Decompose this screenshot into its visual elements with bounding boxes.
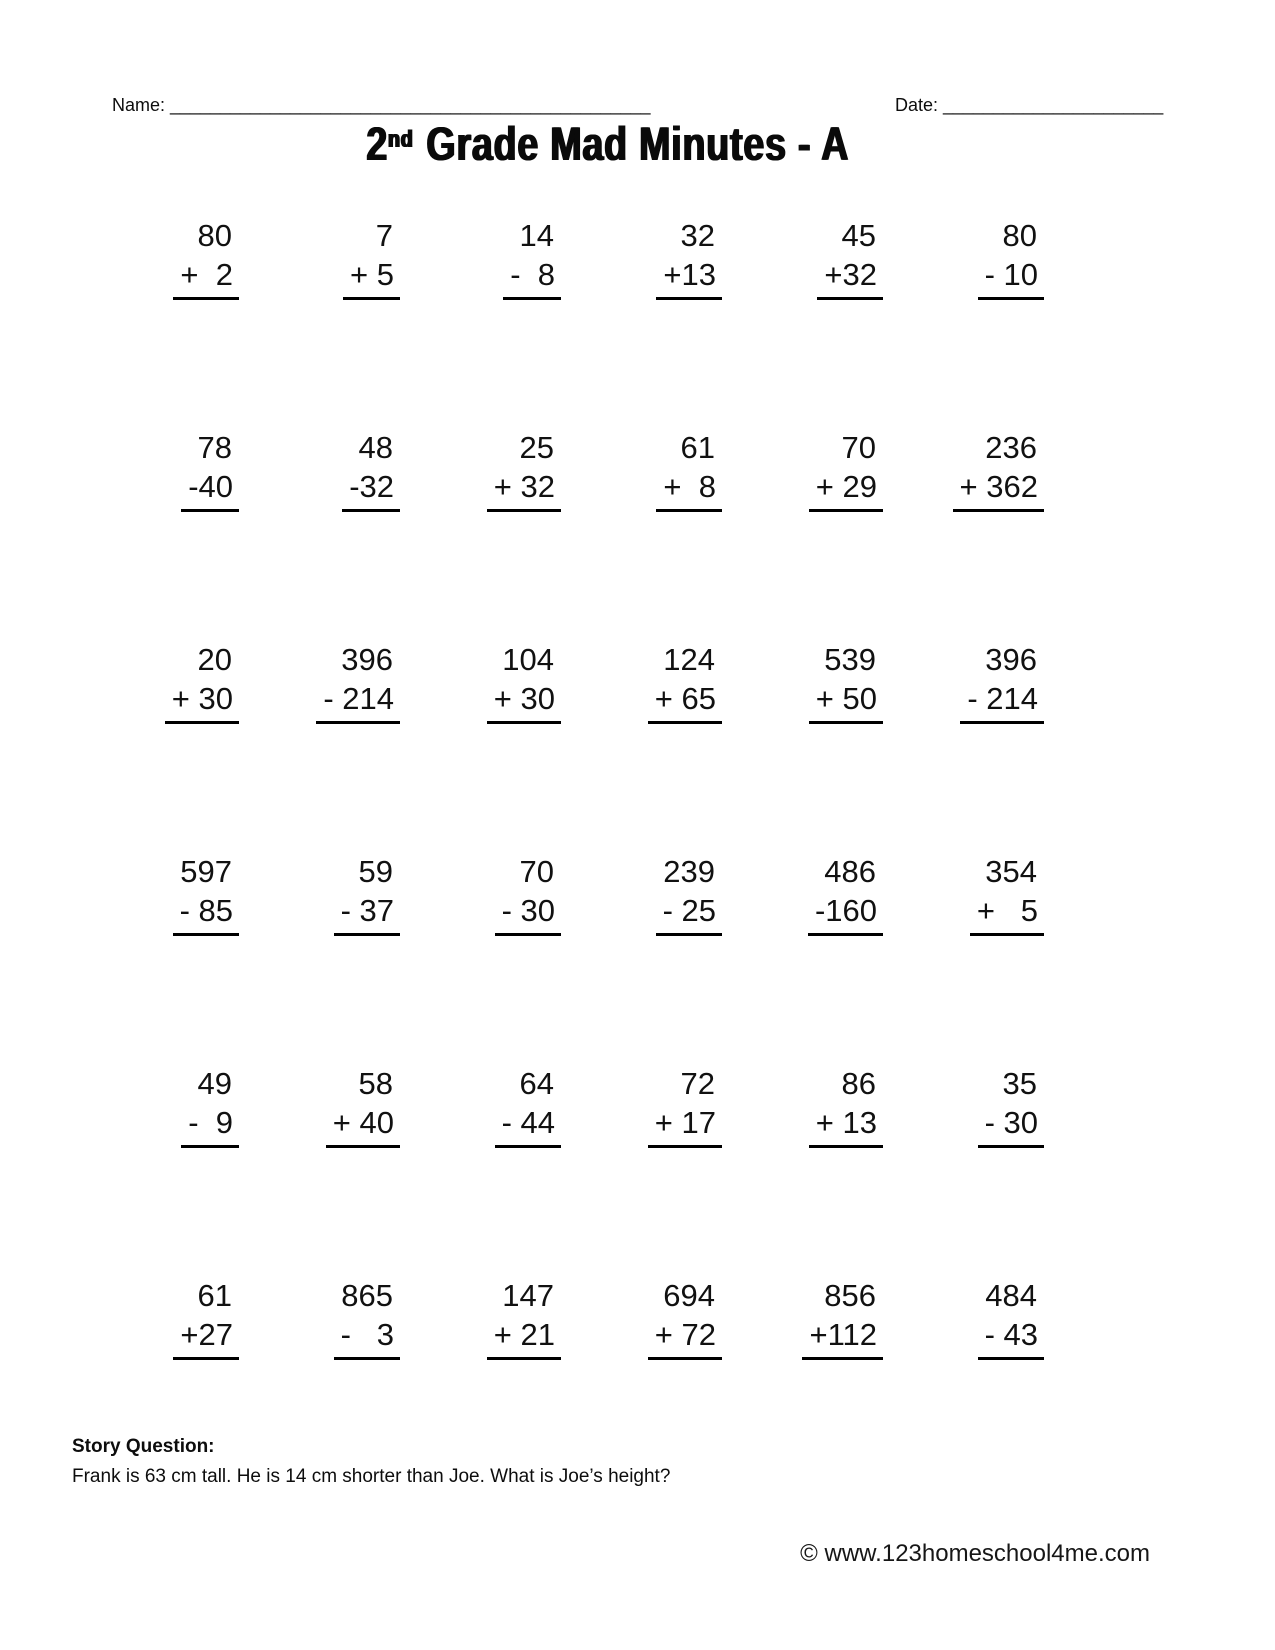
problem-operator-line: + 13	[809, 1103, 883, 1148]
math-problem	[487, 640, 554, 724]
problem-top-operand: 72	[680, 1066, 715, 1101]
problem-cell	[242, 216, 403, 428]
copyright-text: © www.123homeschool4me.com	[800, 1540, 1150, 1567]
problem-operator-line: + 50	[809, 679, 883, 724]
problem-top-operand: 354	[985, 854, 1037, 889]
problem-top-operand: 236	[985, 430, 1037, 465]
problem-top-operand: 86	[841, 1066, 876, 1101]
problem-top-operand: 396	[341, 642, 393, 677]
math-problem	[343, 216, 393, 300]
problem-cell	[403, 428, 564, 640]
problem-cell	[886, 852, 1047, 1064]
problem-top-operand: 61	[680, 430, 715, 465]
problem-top-operand: 35	[1002, 1066, 1037, 1101]
math-problem	[960, 640, 1037, 724]
problem-cell	[564, 216, 725, 428]
problem-cell	[564, 640, 725, 852]
problem-top-operand: 64	[519, 1066, 554, 1101]
math-problem	[316, 640, 393, 724]
problem-top-operand: 49	[197, 1066, 232, 1101]
problem-top-operand: 147	[502, 1278, 554, 1313]
math-problem	[165, 640, 232, 724]
title-text: Grade Mad Minutes - A	[414, 117, 849, 170]
problem-top-operand: 45	[841, 218, 876, 253]
problem-operator-line: + 2	[173, 255, 239, 300]
title-grade-number: 2	[366, 117, 388, 170]
problem-top-operand: 597	[180, 854, 232, 889]
problem-operator-line: - 25	[656, 891, 722, 936]
date-blank-line: ______________________	[943, 95, 1164, 115]
story-question-text: Frank is 63 cm tall. He is 14 cm shorter than Joe. What is Joe’s height?	[72, 1466, 671, 1487]
math-problem	[173, 216, 232, 300]
problem-cell	[886, 1064, 1047, 1276]
math-problem	[487, 1276, 554, 1360]
problem-cell	[403, 216, 564, 428]
problem-top-operand: 694	[663, 1278, 715, 1313]
problem-operator-line: - 8	[503, 255, 561, 300]
math-problem	[648, 640, 715, 724]
problem-top-operand: 14	[519, 218, 554, 253]
name-blank-line: ________________________________________________	[170, 95, 651, 115]
story-question-label: Story Question:	[72, 1436, 215, 1457]
problem-top-operand: 70	[841, 430, 876, 465]
name-label: Name:	[112, 95, 171, 115]
problem-top-operand: 856	[824, 1278, 876, 1313]
problem-top-operand: 104	[502, 642, 554, 677]
problem-cell	[725, 216, 886, 428]
problem-top-operand: 48	[358, 430, 393, 465]
math-problem	[334, 852, 393, 936]
problem-operator-line: +27	[173, 1315, 239, 1360]
problem-cell	[81, 216, 242, 428]
math-problem	[808, 852, 876, 936]
problem-top-operand: 58	[358, 1066, 393, 1101]
problem-top-operand: 61	[197, 1278, 232, 1313]
problem-operator-line: - 44	[495, 1103, 561, 1148]
problem-operator-line: + 30	[487, 679, 561, 724]
problem-cell	[564, 852, 725, 1064]
problem-operator-line: + 72	[648, 1315, 722, 1360]
math-problem	[495, 852, 554, 936]
problem-top-operand: 484	[985, 1278, 1037, 1313]
math-problem	[809, 640, 876, 724]
problem-top-operand: 486	[824, 854, 876, 889]
problem-top-operand: 539	[824, 642, 876, 677]
math-problem	[809, 1064, 876, 1148]
problem-operator-line: +13	[656, 255, 722, 300]
problem-operator-line: - 43	[978, 1315, 1044, 1360]
story-question-section	[72, 1432, 670, 1492]
problem-operator-line: -160	[808, 891, 883, 936]
problem-top-operand: 80	[197, 218, 232, 253]
problem-cell	[725, 1064, 886, 1276]
math-problem	[656, 428, 715, 512]
problem-operator-line: - 9	[181, 1103, 239, 1148]
problem-operator-line: - 30	[495, 891, 561, 936]
problem-operator-line: -40	[181, 467, 239, 512]
problem-top-operand: 239	[663, 854, 715, 889]
problem-top-operand: 865	[341, 1278, 393, 1313]
problem-cell	[81, 852, 242, 1064]
math-problem	[978, 216, 1037, 300]
problem-operator-line: - 10	[978, 255, 1044, 300]
problem-top-operand: 124	[663, 642, 715, 677]
problem-top-operand: 70	[519, 854, 554, 889]
math-problem	[648, 1064, 715, 1148]
problem-cell	[886, 640, 1047, 852]
problem-cell	[403, 1064, 564, 1276]
problem-cell	[81, 640, 242, 852]
math-problem	[656, 852, 715, 936]
problem-cell	[81, 1064, 242, 1276]
problems-grid	[81, 216, 1047, 1488]
page-title	[0, 116, 1275, 171]
problem-operator-line: - 214	[316, 679, 400, 724]
problem-top-operand: 7	[375, 218, 393, 253]
problem-operator-line: - 85	[173, 891, 239, 936]
problem-operator-line: + 30	[165, 679, 239, 724]
problem-cell	[725, 852, 886, 1064]
math-problem	[503, 216, 554, 300]
problem-cell	[725, 1276, 886, 1488]
problem-cell	[725, 640, 886, 852]
math-problem	[326, 1064, 393, 1148]
math-problem	[173, 1276, 232, 1360]
problem-operator-line: + 32	[487, 467, 561, 512]
problem-operator-line: - 214	[960, 679, 1044, 724]
math-problem	[656, 216, 715, 300]
problem-top-operand: 80	[1002, 218, 1037, 253]
problem-cell	[403, 640, 564, 852]
problem-operator-line: -32	[342, 467, 400, 512]
problem-cell	[886, 1276, 1047, 1488]
math-problem	[970, 852, 1037, 936]
problem-top-operand: 396	[985, 642, 1037, 677]
problem-cell	[886, 428, 1047, 640]
math-problem	[181, 1064, 232, 1148]
problem-operator-line: + 362	[953, 467, 1044, 512]
math-problem	[809, 428, 876, 512]
problem-cell	[242, 852, 403, 1064]
problem-cell	[564, 1064, 725, 1276]
math-problem	[334, 1276, 393, 1360]
title-ordinal-superscript: nd	[387, 126, 414, 154]
problem-operator-line: + 40	[326, 1103, 400, 1148]
math-problem	[648, 1276, 715, 1360]
problem-operator-line: +32	[817, 255, 883, 300]
math-problem	[487, 428, 554, 512]
problem-top-operand: 59	[358, 854, 393, 889]
problem-cell	[242, 1064, 403, 1276]
problem-operator-line: - 30	[978, 1103, 1044, 1148]
problem-operator-line: - 3	[334, 1315, 400, 1360]
problem-operator-line: + 8	[656, 467, 722, 512]
math-problem	[817, 216, 876, 300]
problem-cell	[886, 216, 1047, 428]
problem-top-operand: 20	[197, 642, 232, 677]
problem-top-operand: 25	[519, 430, 554, 465]
math-problem	[495, 1064, 554, 1148]
math-problem	[173, 852, 232, 936]
problem-cell	[242, 428, 403, 640]
problem-top-operand: 78	[197, 430, 232, 465]
problem-cell	[403, 852, 564, 1064]
problem-cell	[564, 428, 725, 640]
problem-cell	[242, 640, 403, 852]
problem-operator-line: + 21	[487, 1315, 561, 1360]
problem-top-operand: 32	[680, 218, 715, 253]
problem-operator-line: + 65	[648, 679, 722, 724]
problem-operator-line: - 37	[334, 891, 400, 936]
math-problem	[181, 428, 232, 512]
problem-cell	[81, 428, 242, 640]
math-problem	[802, 1276, 876, 1360]
date-label: Date:	[895, 95, 944, 115]
math-problem	[953, 428, 1037, 512]
problem-operator-line: + 17	[648, 1103, 722, 1148]
math-problem	[342, 428, 393, 512]
problem-operator-line: + 5	[970, 891, 1044, 936]
problem-cell	[725, 428, 886, 640]
math-problem	[978, 1064, 1037, 1148]
math-problem	[978, 1276, 1037, 1360]
problem-operator-line: +112	[802, 1315, 883, 1360]
problem-operator-line: + 5	[343, 255, 400, 300]
problem-operator-line: + 29	[809, 467, 883, 512]
